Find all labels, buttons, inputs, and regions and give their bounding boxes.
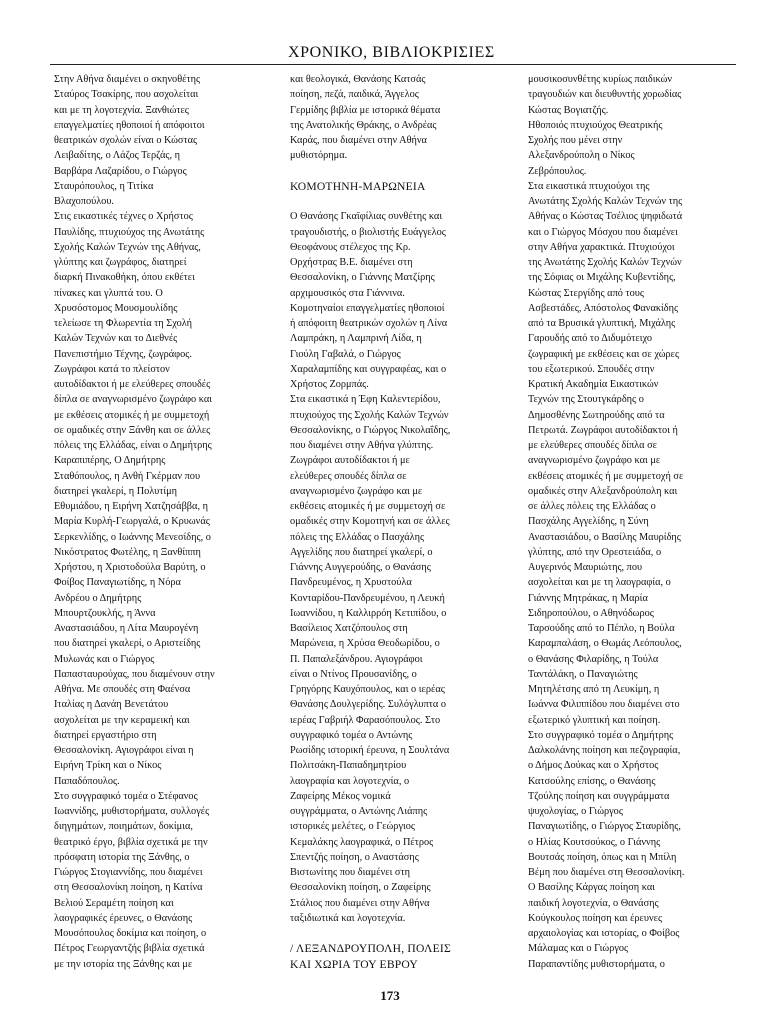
text-line: Μαρώνεια, η Χρύσα Θεοδωρίδου, ο [290, 638, 440, 650]
text-line: Δημοσθένης Σωτηρούδης από τα [528, 409, 665, 421]
komotini-section-text [290, 209, 500, 926]
text-line: Πασχάλης Αγγελίδης, η Σύνη [528, 516, 649, 528]
text-line: Γρηγόρης Καυχόπουλος, και ο ιερέας [290, 684, 445, 695]
text-line: της Σόφιας οι Μιχάλης Κυβεντίδης, [528, 272, 676, 284]
text-line: με ελεύθερες σπουδές δίπλα σε [528, 440, 658, 451]
text-line: πόλεις της Ελλάδας, είναι ο Δημήτρης [54, 440, 212, 451]
text-line: της Ανωτάτης Σχολής Καλών Τεχνών [528, 257, 682, 268]
text-line: ο Δήμος Δούκας και ο Χρήστος [528, 760, 659, 772]
text-line: Ασβεστάδες, Απόστολος Φανακίδης [528, 302, 679, 314]
text-line: Βλαχοπούλου. [54, 196, 115, 207]
text-line: αρχαιολογίας και ιστορίας, ο Φοίβος [528, 928, 680, 939]
text-line: αρχιμουσικός στα Γιάννινα. [290, 287, 405, 299]
text-line: Ζωγράφοι κατά το πλείστον [54, 363, 170, 375]
text-line: Ζαφείρης Μέκος νομικά [290, 790, 391, 802]
text-line: ομαδικές στην Αλεξανδρούπολη και [528, 485, 678, 497]
text-line: εκθέσεις ατομικές ή με συμμετοχή σε [528, 470, 684, 482]
text-line: σε ομαδικές στην Ξάνθη και σε άλλες [54, 424, 211, 436]
text-line: διατηρεί εργαστήριο στη [54, 729, 157, 741]
text-line: Ιωάννα Φιλιππίδου που διαμένει στο [528, 699, 680, 711]
text-line: Βουτσάς ποίηση, όπως και η Μπίλη [528, 851, 677, 863]
spacer [290, 164, 500, 179]
text-line: Γερμίδης βιβλία με ιστορικά θέματα [290, 104, 441, 116]
text-line: Θεοφάνους στέλεχος της Κρ. [290, 241, 411, 253]
text-line: Σταυρόπουλος, η Τιτίκα [54, 180, 154, 192]
text-line: Μπουρτζουκλής, η Άννα [54, 607, 156, 619]
running-head: ΧΡΟΝΙΚΟ, ΒΙΒΛΙΟΚΡΙΣΙΕΣ [288, 44, 495, 61]
text-line: Παυλίδης, πτυχιούχος της Ανωτάτης [54, 226, 205, 238]
text-line: Στην Αθήνα διαμένει ο σκηνοθέτης [54, 74, 201, 85]
text-line: Μαρία Κυρλή-Γεωργαλά, ο Κρυωνάς [54, 516, 210, 528]
text-line: με την ιστορία της Ξάνθης και με [54, 958, 193, 970]
page-number: 173 [380, 988, 400, 1003]
text-line: μυθιστόρημα. [290, 150, 348, 162]
text-line: Ταντάλάκη, ο Παναγιώτης [528, 668, 638, 680]
text-line: στην Αθήνα χαρακτικά. Πτυχιούχοι [528, 241, 675, 253]
text-line: Ιωαννίδου, η Καλλιρρόη Κετιπίδου, ο [290, 607, 447, 619]
text-line: γλύπτης και ζωγράφος, διατηρεί [54, 257, 187, 268]
text-line: Π. Παπαλεξάνδρου. Αγιογράφοι [290, 653, 423, 665]
text-line: αναγνωρισμένο ζωγράφο και με [290, 485, 423, 497]
section-heading-komotini: ΚΟΜΟΤΗΝΗ-ΜΑΡΩΝΕΙΑ [290, 179, 426, 193]
text-line: της Ανατολικής Θράκης, ο Ανδρέας [290, 119, 437, 131]
text-line: Ταρσούδης από το Πέπλο, η Βούλα [528, 623, 675, 634]
spacer [290, 194, 500, 209]
text-line: ιστορικές μελέτες, ο Γεώργιος [290, 821, 415, 833]
text-line: Καραπιπέρης, Ο Δημήτρης [54, 455, 166, 467]
text-line: Ειρήνη Τρίκη και ο Νίκος [54, 760, 162, 772]
text-line: Καράς, που διαμένει στην Αθήνα [290, 135, 427, 146]
text-line: Βασίλειος Χατζόπουλος στη [290, 623, 408, 634]
text-line: Πανδρευμένος, η Χρυστούλα [290, 577, 412, 589]
section-heading-alexandroupoli: / ΛΕΞΑΝΔΡΟΥΠΟΛΗ, ΠΟΛΕΙΣ [290, 942, 451, 956]
text-line: παιδική λογοτεχνία, ο Θανάσης [528, 897, 659, 909]
text-line: ζωγραφική με εκθέσεις και σε χώρες [528, 348, 680, 360]
text-line: Κεμαλάκης λαογραφικά, ο Πέτρος [290, 836, 434, 848]
text-line: Χαραλαμπίδης και συγγραφέας, και ο [290, 363, 447, 375]
text-line: ασχολείται και με τη λαογραφία, ο [528, 577, 671, 589]
text-line: Γαρουδής από το Διδυμότειχο [528, 333, 652, 345]
text-line: και ο Γιώργος Μόσχου που διαμένει [528, 226, 678, 238]
text-line: Τεχνών της Στουτγκάρδης ο [528, 394, 644, 406]
text-line: Εθυμιάδου, η Ειρήνη Χατζησάββα, η [54, 501, 208, 512]
text-line: Αυγερινός Μαυριώτης, που [528, 562, 643, 573]
text-line: Ο Βασίλης Κάργας ποίηση και [528, 882, 655, 894]
text-line: Βέμη που διαμένει στη Θεσσαλονίκη. [528, 867, 685, 878]
text-line: Μουσόπουλος δοκίμια και ποίηση, ο [54, 928, 207, 939]
text-line: Βελιού Σεραμέτη ποίηση και [54, 897, 174, 909]
text-line: ή απόφοιτη θεατρικών σχολών η Λίνα [290, 318, 448, 329]
text-line: Σχολής Καλών Τεχνών της Αθήνας, [54, 241, 201, 253]
text-line: Πέτρος Γεωργαντζής βιβλία σχετικά [54, 943, 205, 955]
text-line: Μητηλέτσης από τη Λευκίμη, η [528, 684, 660, 695]
text-line: Καλών Τεχνών και το Διεθνές [54, 333, 178, 345]
text-line: εκθέσεις ατομικές ή με συμμετοχή σε [290, 501, 446, 512]
text-line: πίνακες και γλυπτά του. Ο [54, 287, 163, 299]
text-line: από τα Βρυσικά γλυπτική, Μιχάλης [528, 318, 676, 329]
text-line: Πολιτσάκη-Παπαδημητρίου [290, 760, 407, 772]
text-line: Ζωγράφοι αυτοδίδακτοι ή με [290, 455, 410, 467]
text-line: του εξωτερικού. Σπουδές στην [528, 363, 655, 375]
text-line: τραγουδιστής, ο βιολιστής Ευάγγελος [290, 226, 446, 238]
text-line: Σταθόπουλος, η Ανθή Γκέρμαν που [54, 470, 201, 482]
text-line: αυτοδίδακτοι ή με ελεύθερες σπουδές [54, 379, 211, 390]
text-line: ψυχολογίας, ο Γιώργος [528, 806, 623, 817]
text-line: Χρυσόστομος Μουσμουλίδης [54, 302, 178, 314]
text-line: Στις εικαστικές τέχνες ο Χρήστος [54, 211, 193, 223]
text-line: Σταύρος Τσακίρης, που ασχολείται [54, 89, 199, 101]
text-line: Λειβαδίτης, ο Λάζος Τερζάς, η [54, 150, 181, 162]
text-line: Καραμπαλάση, ο Θωμάς Λεόπουλος, [528, 638, 682, 650]
text-line: Χρήστου, η Χριστοδούλα Βαρύτη, ο [54, 562, 206, 573]
text-line: Θανάσης Δουλγερίδης. Συλόγλυπτα ο [290, 699, 446, 711]
text-line: Αθήνας ο Κώστας Τσέλιος ψηφιδωτά [528, 211, 683, 223]
text-line: λαογραφία και λογοτεχνία, ο [290, 775, 410, 787]
text-line: θεατρικό έργο, βιβλία σχετικά με την [54, 836, 208, 848]
text-line: Στα εικαστικά η Έφη Καλεντερίδου, [290, 394, 441, 406]
text-line: Πετρωτά. Ζωγράφοι αυτοδίδακτοι ή [528, 424, 678, 436]
text-line: Θεσσαλονίκη ποίηση, ο Ζαφείρης [290, 882, 431, 894]
text-line: τραγουδιών και διευθυντής χορωδίας [528, 89, 682, 101]
text-line: συγγράμματα, ο Αντώνης Λιάπης [290, 806, 428, 817]
text-line: ταξιδιωτικά και λογοτεχνία. [290, 912, 406, 924]
header-rule [50, 64, 736, 65]
text-line: Σπεντζής ποίηση, ο Αναστάσης [290, 851, 419, 863]
text-line: Αναστασιάδου, ο Βασίλης Μαυρίδης [528, 531, 681, 543]
text-line: Αναστασιάδου, η Λίτα Μαυρογένη [54, 623, 199, 634]
text-line: Στο συγγραφικό τομέα ο Δημήτρης [528, 729, 674, 741]
column-2-opening-paragraph [290, 72, 500, 164]
text-line: Στα εικαστικά πτυχιούχοι της [528, 180, 650, 192]
text-line: Κομοτηναίοι επαγγελματίες ηθοποιοί [290, 302, 445, 314]
text-line: διηγημάτων, ποιημάτων, δοκίμια, [54, 821, 193, 833]
section-heading-alexandroupoli-cont: ΚΑΙ ΧΩΡΙΑ ΤΟΥ ΕΒΡΟΥ [290, 957, 418, 971]
text-line: Κρατική Ακαδημία Εικαστικών [528, 379, 659, 390]
text-line: Γιώργος Στογιαννίδης, που διαμένει [54, 867, 203, 878]
text-line: γλύπτης, από την Ορεστειάδα, ο [528, 546, 662, 558]
text-line: Φοίβος Παναγιωτίδης, η Νόρα [54, 577, 181, 589]
text-line: Αγγελίδης που διατηρεί γκαλερί, ο [290, 546, 433, 558]
text-line: πτυχιούχος της Σχολής Καλών Τεχνών [290, 409, 449, 421]
text-line: Ζεβρόπουλος. [528, 165, 587, 177]
text-line: σε άλλες πόλεις της Ελλάδας ο [528, 501, 656, 512]
text-column-3 [528, 72, 738, 972]
text-line: Γιάννης Αυγγερούδης, ο Θανάσης [290, 562, 431, 573]
text-line: Μάλαμας και ο Γιώργος [528, 943, 629, 955]
text-line: τελείωσε τη Φλωρεντία τη Σχολή [54, 318, 193, 329]
text-line: ομαδικές στην Κομοτηνή και σε άλλες [290, 516, 450, 528]
text-line: Τζούλης ποίηση και συγγράμματα [528, 790, 670, 802]
text-line: Μυλωνάς και ο Γιώργος [54, 653, 155, 665]
text-line: Σιδηροπούλου, ο Αθηνόδωρος [528, 607, 654, 619]
text-column-1 [54, 72, 264, 972]
text-line: θεατρικών σχολών είναι ο Κώστας [54, 135, 198, 146]
text-line: Ρωσίδης ιστορική έρευνα, η Σουλτάνα [290, 745, 450, 756]
text-line: ποίηση, πεζά, παιδικά, Άγγελος [290, 89, 419, 101]
text-line: Αθήνα. Με σπουδές στη Φαένσα [54, 684, 191, 695]
text-line: Κονταρίδου-Πανδρευμένου, η Λευκή [290, 592, 445, 604]
text-line: ιερέας Γαβριήλ Φαρασόπουλος. Στο [290, 714, 441, 726]
text-line: διατηρεί γκαλερί, η Πολυτίμη [54, 485, 178, 497]
text-line: Κούγκουλος ποίηση και έρευνες [528, 912, 663, 924]
text-line: επαγγελματίες ηθοποιοί ή απόφοιτοι [54, 119, 205, 131]
text-line: Ανωτάτης Σχολής Καλών Τεχνών της [528, 196, 683, 207]
text-line: Ηθοποιός πτυχιούχος Θεατρικής [528, 119, 663, 131]
text-line: Θεσσαλονίκης, ο Γιώργος Νικολαΐδης, [290, 424, 451, 436]
text-line: Δαλκολάνης ποίηση και πεζογραφία, [528, 745, 681, 756]
text-line: συγγραφικό τομέα ο Αντώνης [290, 729, 413, 741]
text-line: και με τη λογοτεχνία. Ξανθιώτες [54, 104, 189, 116]
text-line: Παραπαντίδης μυθιστορήματα, ο [528, 958, 665, 970]
text-line: αναγνωρισμένο ζωγράφο και με [528, 455, 661, 467]
text-column-2 [290, 72, 500, 972]
text-line: ο Ηλίας Κουτσούκος, ο Γιάννης [528, 836, 661, 848]
text-line: Στο συγγραφικό τομέα ο Στέφανος [54, 790, 198, 802]
text-line: που διαμένει στην Αθήνα γλύπτης. [290, 440, 434, 451]
text-line: Ο Θανάσης Γκαϊφίλιας συνθέτης και [290, 211, 443, 223]
text-line: που διατηρεί γκαλερί, ο Αριστείδης [54, 638, 201, 650]
text-line: Παναγιωτίδης, ο Γιώργος Σταυρίδης, [528, 821, 681, 833]
text-line: με εκθέσεις ατομικές ή με συμμετοχή [54, 409, 210, 421]
text-line: Θεσσαλονίκη. Αγιογράφοι είναι η [54, 745, 194, 756]
text-line: Πανεπιστήμιο Τέχνης, ζωγράφος. [54, 348, 192, 360]
text-line: Στάλιος που διαμένει στην Αθήνα [290, 897, 430, 909]
text-line: Ιταλίας η Δανάη Βενετάτου [54, 699, 169, 711]
text-line: πόλεις της Ελλάδας ο Πασχάλης [290, 531, 425, 543]
text-line: ο Θανάσης Φιλαρίδης, η Τούλα [528, 653, 659, 665]
text-line: Παπαδόπουλος. [54, 775, 120, 787]
text-line: δίπλα σε αναγνωρισμένο ζωγράφο και [54, 394, 213, 406]
text-line: Βιστωνίτης που διαμένει στη [290, 867, 410, 878]
text-line: Κώστας Βογιατζής. [528, 104, 609, 116]
text-line: εξωτερικό γλυπτική και ποίηση. [528, 714, 661, 726]
text-line: Γιάννης Μητράκας, η Μαρία [528, 592, 648, 604]
text-line: Κατσούλης επίσης, ο Θανάσης [528, 775, 656, 787]
text-line: πρόσφατη ιστορία της Ξάνθης, ο [54, 851, 190, 863]
text-line: Γιούλη Γαβαλά, ο Γιώργος [290, 348, 401, 360]
text-line: και θεολογικά, Θανάσης Κατσάς [290, 74, 426, 85]
text-line: Θεσσαλονίκη, ο Γιάννης Ματζίρης [290, 272, 435, 284]
text-line: Βαρβάρα Λαζαρίδου, ο Γιώργος [54, 165, 187, 177]
text-line: Ανδρέου ο Δημήτρης [54, 592, 142, 604]
text-line: Σερκενλίδης, ο Ιωάννης Μενεσίδης, ο [54, 531, 211, 543]
text-line: Χρήστος Ζορμπάς. [290, 379, 369, 390]
text-line: μουσικοσυνθέτης κυρίως παιδικών [528, 74, 673, 85]
text-line: Ιωαννίδης, μυθιστορήματα, συλλογές [54, 806, 210, 817]
text-line: στη Θεσσαλονίκη ποίηση, η Κατίνα [54, 882, 203, 894]
text-line: είναι ο Ντίνος Προυσανίδης, ο [290, 668, 417, 680]
text-line: Λαμπράκη, η Λαμπρινή Λίδα, η [290, 333, 422, 345]
text-line: λαογραφικές έρευνες, ο Θανάσης [54, 912, 193, 924]
text-line: ασχολείται με την κεραμεική και [54, 714, 190, 726]
text-line: Νικόστρατος Φωτέλης, η Ξανθίππη [54, 546, 201, 558]
text-line: Κώστας Στεργίδης από τους [528, 287, 644, 299]
text-line: διαρκή Πινακοθήκη, όπου εκθέτει [54, 272, 195, 284]
text-line: ελεύθερες σπουδές δίπλα σε [290, 470, 407, 482]
text-line: Σχολής που μένει στην [528, 135, 623, 146]
text-line: Αλεξανδρούπολη ο Νίκος [528, 150, 635, 162]
text-line: Ορχήστρας Β.Ε. διαμένει στη [290, 257, 413, 268]
text-line: Παπασταυρούχας, που διαμένουν στην [54, 668, 215, 680]
spacer [290, 926, 500, 941]
